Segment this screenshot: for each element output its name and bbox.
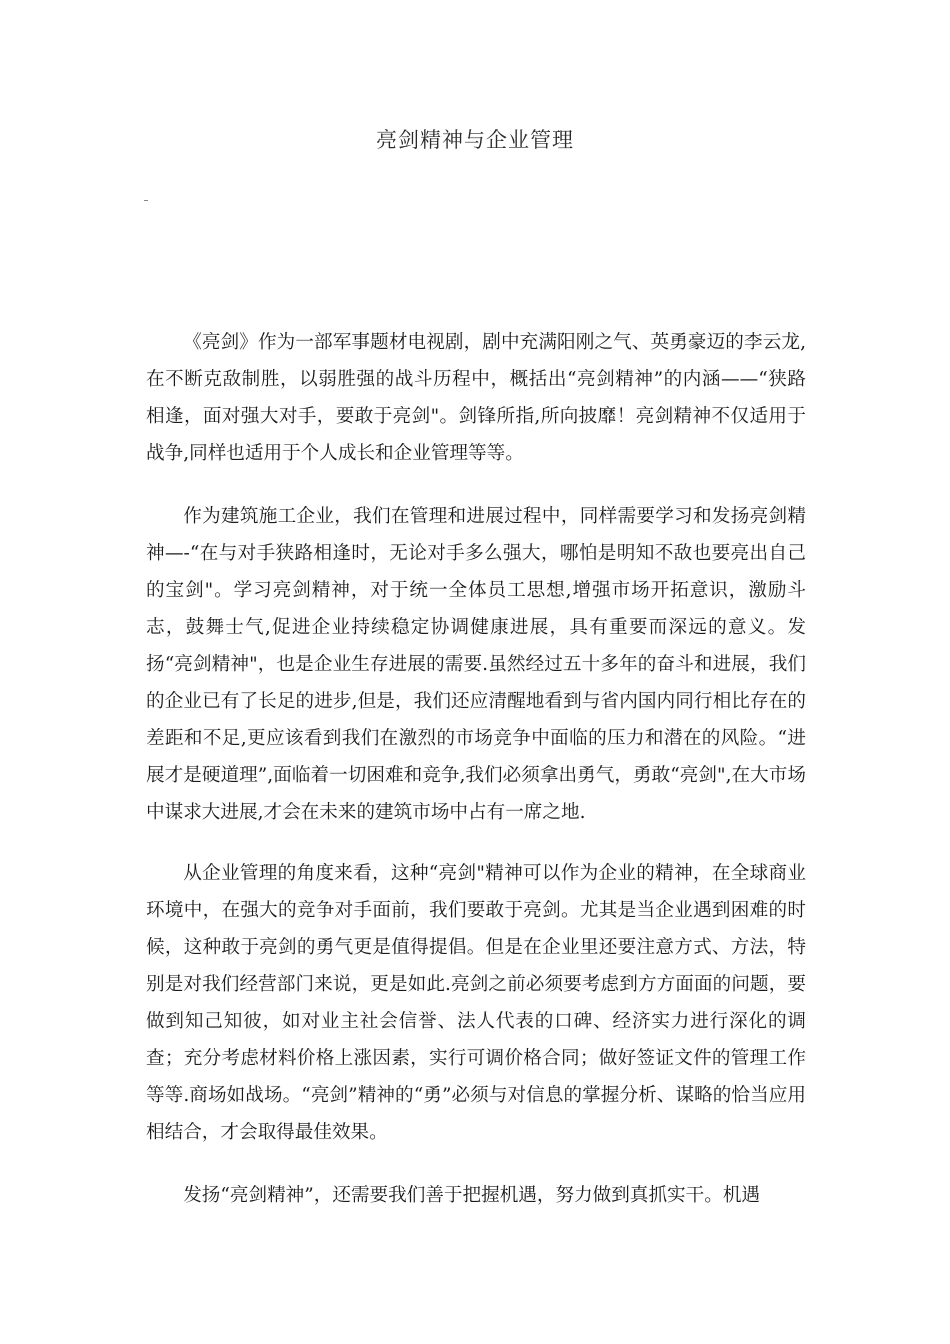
paragraph-2-block	[146, 498, 806, 831]
paragraph-3: 从企业管理的角度来看，这种“亮剑"精神可以作为企业的精神，在全球商业环境中，在强大的竞争对手面前，我们要敢于亮剑。尤其是当企业遇到困难的时候，这种敢于亮剑的勇气更是值得提倡。但是在企业里还要注意方式、方法，特别是对我们经营部门来说，更是如此.亮剑之前必须要考虑到方方面面的问题，要做到知己知彼，如对业主社会信誉、法人代表的口碑、经济实力进行深化的调查；充分考虑材料价格上涨因素，实行可调价格合同；做好签证文件的管理工作等等.商场如战场。“亮剑”精神的“勇”必须与对信息的掌握分析、谋略的恰当应用相结合，才会取得最佳效果。	[146, 863, 806, 1143]
paragraph-2: 作为建筑施工企业，我们在管理和进展过程中，同样需要学习和发扬亮剑精神—-“在与对手狭路相逢时，无论对手多么强大，哪怕是明知不敌也要亮出自己的宝剑"。学习亮剑精神，对于统一全体员工思想,增强市场开拓意识，激励斗志，鼓舞士气,促进企业持续稳定协调健康进展，具有重要而深远的意义。发扬“亮剑精神"，也是企业生存进展的需要.虽然经过五十多年的奋斗和进展，我们的企业已有了长足的进步,但是，我们还应清醒地看到与省内国内同行相比存在的差距和不足,更应该看到我们在激烈的市场竞争中面临的压力和潜在的风险。“进展才是硬道理”,面临着一切困难和竞争,我们必须拿出勇气，勇敢“亮剑",在大市场中谋求大进展,才会在未来的建筑市场中占有一席之地.	[146, 506, 806, 823]
paragraph-1: 《亮剑》作为一部军事题材电视剧，剧中充满阳刚之气、英勇豪迈的李云龙,在不断克敌制胜，以弱胜强的战斗历程中，概括出“亮剑精神”的内涵——“狭路相逢，面对强大对手，要敢于亮剑"。剑锋所指,所向披靡！亮剑精神不仅适用于战争,同样也适用于个人成长和企业管理等等。	[146, 332, 806, 464]
paragraph-4-block	[146, 1177, 806, 1214]
paragraph-4: 发扬“亮剑精神”，还需要我们善于把握机遇，努力做到真抓实干。机遇	[183, 1185, 761, 1206]
paragraph-1-block	[146, 324, 806, 472]
stray-mark	[144, 200, 148, 201]
paragraph-3-block	[146, 855, 806, 1151]
document-title: 亮剑精神与企业管理	[376, 128, 574, 152]
